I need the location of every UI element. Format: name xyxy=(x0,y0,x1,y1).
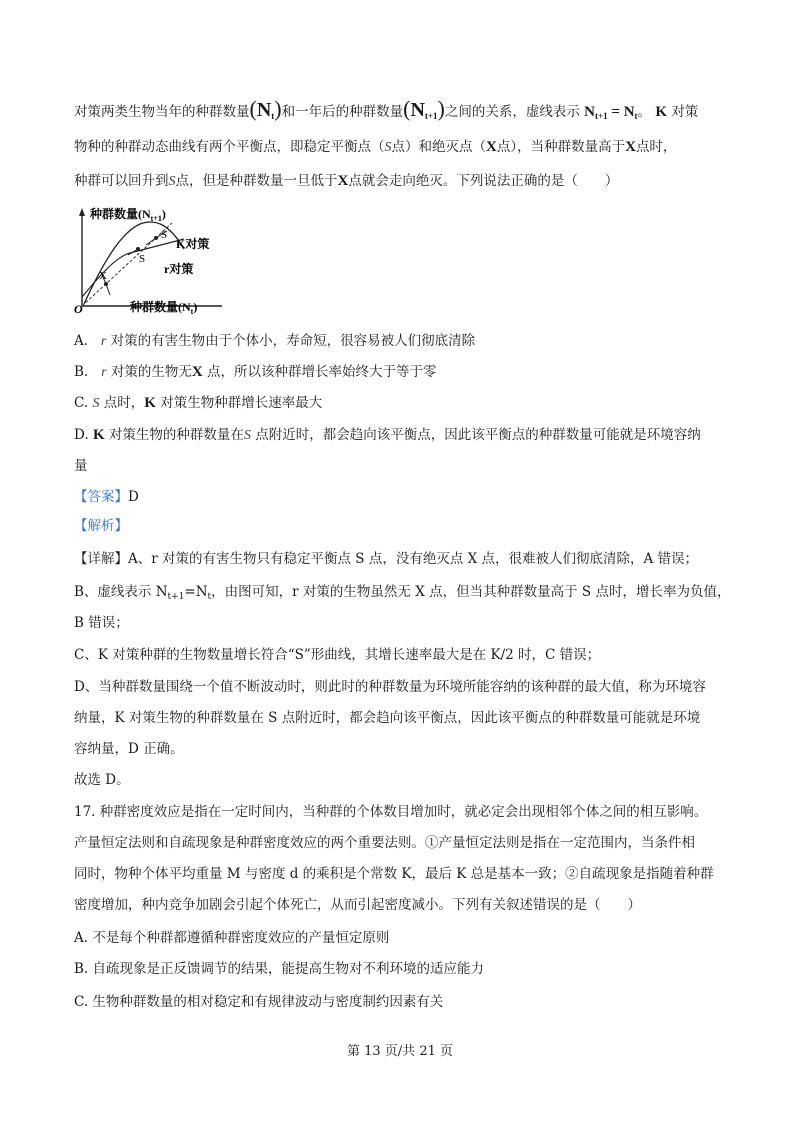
arrow-3 xyxy=(128,249,138,255)
detail-line-8: 故选 D。 xyxy=(74,772,130,788)
y-axis-label: 种群数量$(N_{t+1})$ xyxy=(90,207,166,223)
option-d: D. K 对策生物的种群数量在S 点附近时，都会趋向该平衡点，因此该平衡点的种群数量可能就是环境容纳 xyxy=(74,427,701,443)
detail-line-4: C、K 对策种群的生物数量增长符合“S”形曲线，其增长速率最大是在 K/2 时，C 错误； xyxy=(74,647,601,663)
q17-line-4: 密度增加，种内竞争加剧会引起个体死亡，从而引起密度减小。下列有关叙述错误的是（ ） xyxy=(74,897,641,913)
s-label-upper: S xyxy=(161,229,168,241)
population-graph xyxy=(72,205,252,317)
equation: $N_{t+1} = N_t$ xyxy=(584,104,638,121)
detail-line-2: B、虚线表示 $N_{t+1}=N_t$，由图可知，r 对策的生物虽然无 X 点，但当其种群数量高于 S 点时，增长率为负值， xyxy=(74,584,731,602)
arrow-2 xyxy=(146,238,156,245)
k-curve-label: K对策 xyxy=(176,237,210,251)
option-a: A. r 对策的有害生物由于个体小，寿命短，很容易被人们彻底清除 xyxy=(74,333,476,349)
k-symbol: K xyxy=(655,104,668,120)
stem-line-3: 种群可以回升到S点，但是种群数量一旦低于X点就会走向绝灭。下列说法正确的是（ ） xyxy=(74,173,619,189)
nt1-symbol: $(N_{t+1})$ xyxy=(403,96,445,121)
detail-line-5: D、当种群数量围绕一个值不断波动时，则此时的种群数量为环境所能容纳的该种群的最大值，称为环境容 xyxy=(74,679,706,695)
x-axis-label: 种群数量$(N_t)$ xyxy=(130,300,198,316)
y-axis-arrow xyxy=(79,208,85,216)
analysis-label: 【解析】 xyxy=(74,518,128,534)
q17-option-c: C. 生物种群数量的相对稳定和有规律波动与密度制约因素有关 xyxy=(74,994,444,1010)
s-label-lower: S xyxy=(139,253,146,265)
detail-line-6: 纳量，K 对策生物的种群数量在 S 点附近时，都会趋向该平衡点，因此该平衡点的种群数量可能就是环境 xyxy=(74,710,701,726)
option-c: C. S 点时，K 对策生物种群增长速率最大 xyxy=(74,395,323,411)
q17-option-a: A. 不是每个种群都遵循种群密度效应的产量恒定原则 xyxy=(74,930,390,946)
stem-line-1: 对策两类生物当年的种群数量$(N_t)$和一年后的种群数量$(N_{t+1})$之间的关系，虚线表示 $N_{t+1} = N_t$。 K 对策 xyxy=(74,96,699,121)
nt-symbol: $(N_t)$ xyxy=(249,96,282,121)
q17-line-3: 同时，物种个体平均重量 M 与密度 d 的乘积是个常数 K，最后 K 总是基本一致；②自疏现象是指随着种群 xyxy=(74,866,714,882)
answer-line: 【答案】D xyxy=(74,489,139,505)
q17-line-1: 17. 种群密度效应是指在一定时间内，当种群的个体数目增加时，就必定会出现相邻个体之间的相互影响。 xyxy=(74,804,708,820)
detail-line-1: 【详解】A、r 对策的有害生物只有稳定平衡点 S 点，没有绝灭点 X 点，很难被人们彻底清除，A 错误； xyxy=(74,551,699,567)
page-footer: 第 13 页/共 21 页 xyxy=(347,1044,453,1059)
arrow-5 xyxy=(106,284,110,295)
q17-option-b: B. 自疏现象是正反馈调节的结果，能提高生物对不利环境的适应能力 xyxy=(74,961,485,977)
q17-line-2: 产量恒定法则和自疏现象是种群密度效应的两个重要法则。①产量恒定法则是指在一定范围内，当条件相 xyxy=(74,835,695,851)
detail-line-7: 容纳量，D 正确。 xyxy=(74,741,184,757)
option-b: B. r 对策的生物无X 点，所以该种群增长率始终大于等于零 xyxy=(74,364,437,380)
origin-label: O xyxy=(74,302,83,316)
option-d-cont: 量 xyxy=(74,458,88,474)
diagonal-dashed-line xyxy=(82,223,172,306)
detail-line-3: B 错误； xyxy=(74,615,129,631)
x-label: X xyxy=(99,270,107,282)
r-curve-label: r对策 xyxy=(164,262,194,276)
stem-line-2: 物种的种群动态曲线有两个平衡点，即稳定平衡点（S点）和绝灭点（X点），当种群数量高于X点时， xyxy=(74,139,677,155)
